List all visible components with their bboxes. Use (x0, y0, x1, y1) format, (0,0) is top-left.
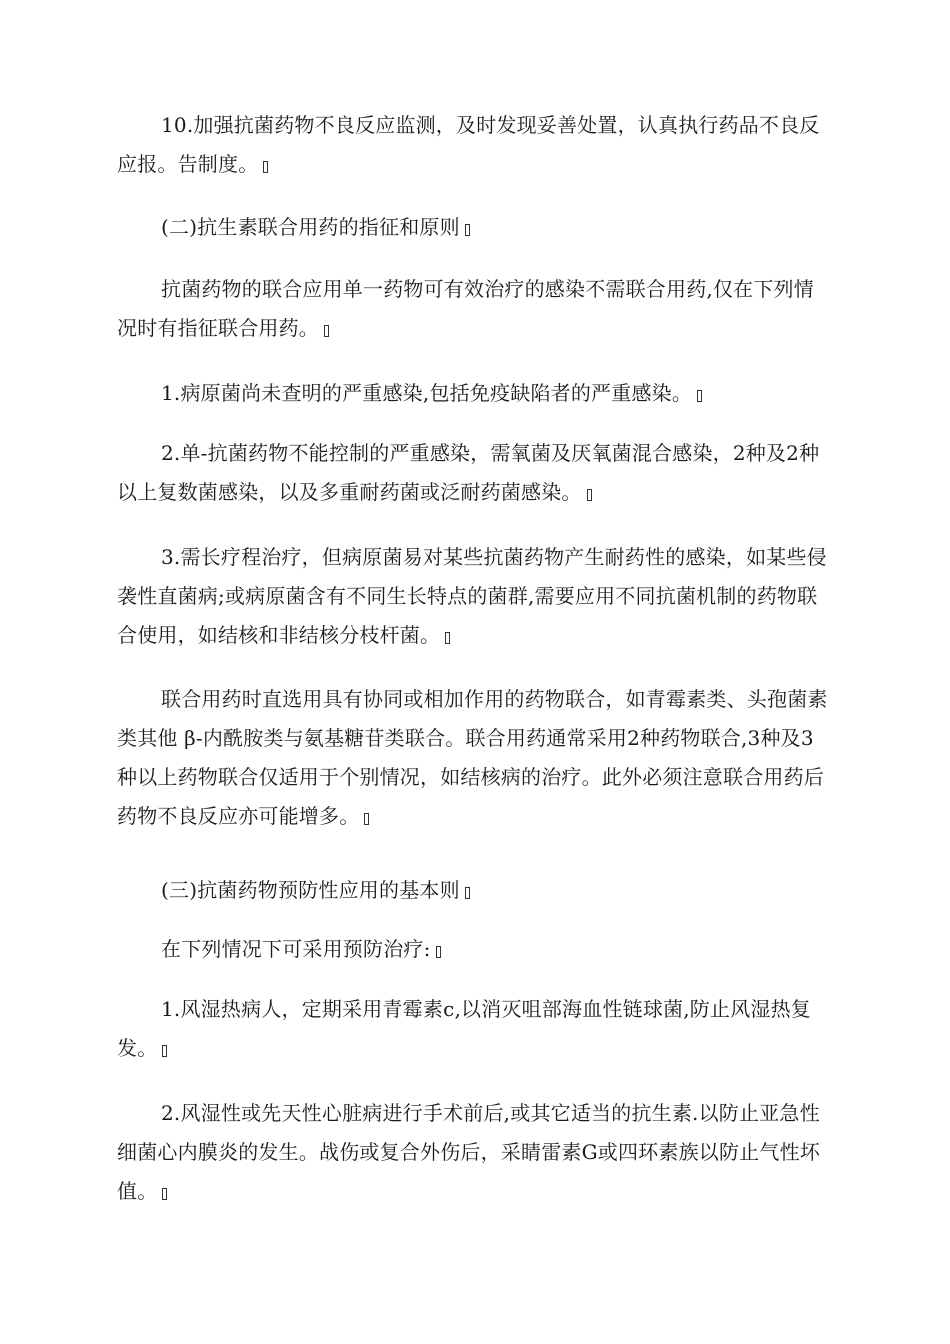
paragraph-mark-icon (465, 224, 470, 236)
paragraph-item-2: 2.单-抗菌药物不能控制的严重感染，需氧菌及厌氧菌混合感染，2种及2种以上复数菌感染，以及多重耐药菌或泛耐药菌感染。 (117, 441, 820, 504)
section-heading-combination: (二)抗生素联合用药的指征和原则 (117, 208, 833, 247)
paragraph-mark-icon (162, 1188, 167, 1200)
paragraph-mark-icon (587, 489, 592, 501)
paragraph-mark-icon (697, 390, 702, 402)
paragraph-item-1: 1.病原菌尚未查明的严重感染,包括免疫缺陷者的严重感染。 (117, 374, 833, 413)
paragraph-combination-choice: 联合用药时直选用具有协同或相加作用的药物联合，如青霉素类、头孢菌素类其他 β-内酰胺类与氨基糖苷类联合。联合用药通常采用2种药物联合,3种及3种以上药物联合仅适用于个别情况，如结核病的治疗。此外必须注意联合用药后药物不良反应亦可能增多。 (117, 687, 828, 828)
paragraph-mark-icon (162, 1045, 167, 1057)
paragraph-mark-icon (364, 813, 369, 825)
paragraph-prevention-intro: 在下列情况下可采用预防治疗: (117, 930, 833, 969)
paragraph-prevention-1: 1.风湿热病人，定期采用青霉素c,以消灭咀部海血性链球菌,防止风湿热复发。 (117, 997, 811, 1060)
paragraph-prevention-2: 2.风湿性或先天性心脏病进行手术前后,或其它适当的抗生素.以防止亚急性细菌心内膜炎的发生。战伤或复合外伤后，采睛雷素G或四环素族以防止气性坏值。 (117, 1101, 820, 1203)
paragraph-mark-icon (324, 325, 329, 337)
paragraph-mark-icon (465, 887, 470, 899)
paragraph-item-3: 3.需长疗程治疗，但病原菌易对某些抗菌药物产生耐药性的感染，如某些侵袭性直菌病;或病原菌含有不同生长特点的菌群,需要应用不同抗菌机制的药物联合使用，如结核和非结核分枝杆菌。 (117, 545, 827, 647)
paragraph-mark-icon (436, 946, 441, 958)
paragraph-item-10: 10.加强抗菌药物不良反应监测，及时发现妥善处置，认真执行药品不良反应报。告制度。 (117, 113, 820, 176)
paragraph-mark-icon (263, 161, 268, 173)
paragraph-combination-intro: 抗菌药物的联合应用单一药物可有效治疗的感染不需联合用药,仅在下列情况时有指征联合用药。 (117, 277, 814, 340)
section-heading-prevention: (三)抗菌药物预防性应用的基本则 (117, 871, 833, 910)
paragraph-mark-icon (445, 632, 450, 644)
